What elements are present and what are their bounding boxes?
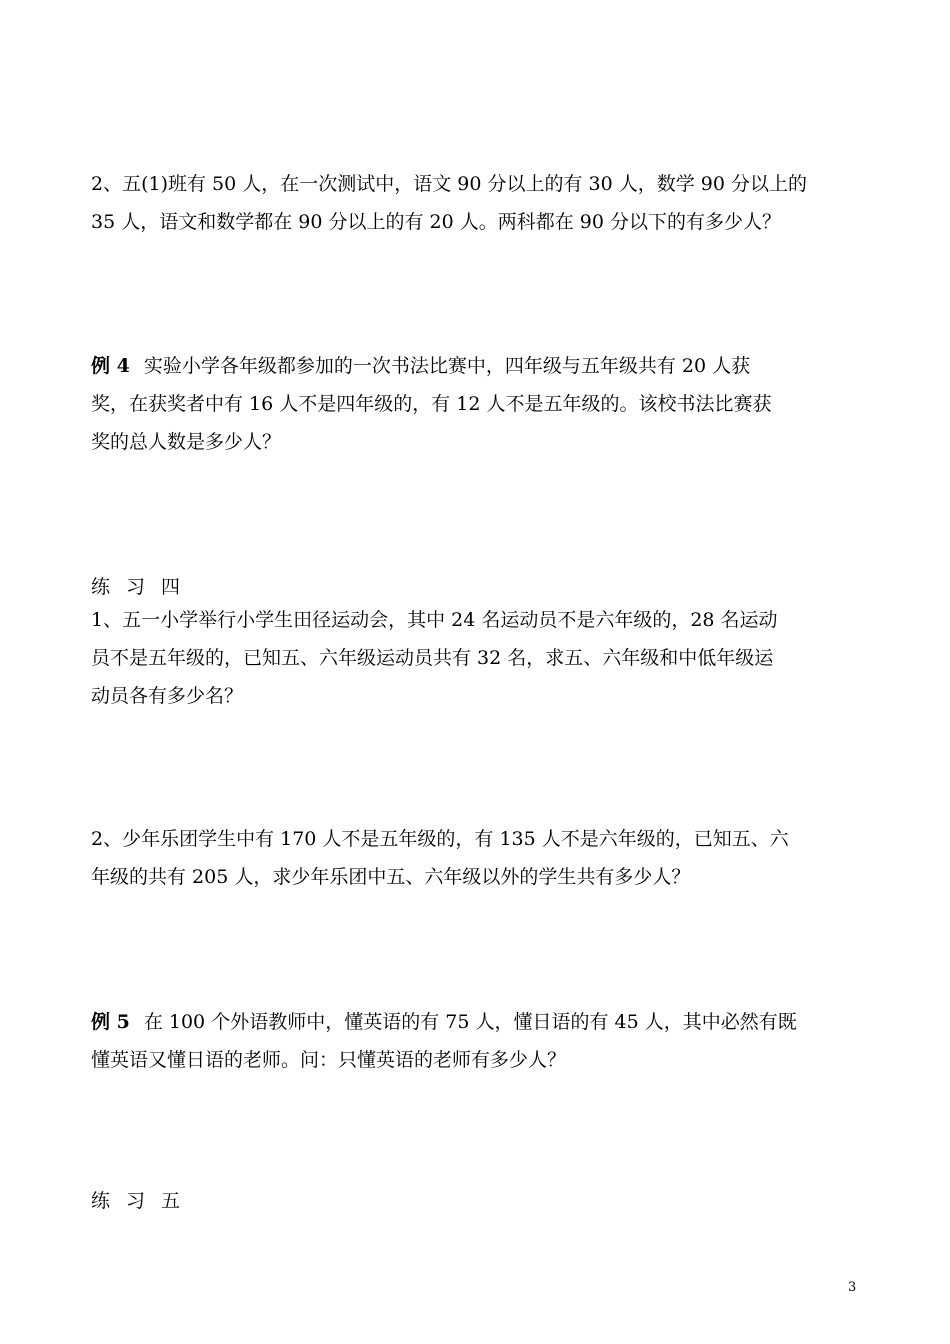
text-line: 1、五一小学举行小学生田径运动会，其中 24 名运动员不是六年级的，28 名运动 <box>91 609 778 631</box>
text-line-content: 在 100 个外语教师中，懂英语的有 75 人，懂日语的有 45 人，其中必然有既 <box>143 1011 797 1033</box>
practice4-item2 <box>91 820 866 896</box>
text-line: 年级的共有 205 人，求少年乐团中五、六年级以外的学生共有多少人？ <box>91 866 691 888</box>
text-line: 2、少年乐团学生中有 170 人不是五年级的，有 135 人不是六年级的，已知五、六 <box>91 828 789 850</box>
page-number: 3 <box>848 1280 857 1295</box>
practice4-heading: 练习四 <box>91 576 197 598</box>
practice4-item1 <box>91 601 866 715</box>
practice5-heading: 练习五 <box>91 1190 197 1212</box>
text-line <box>91 1003 866 1041</box>
text-line <box>91 347 866 385</box>
text-line: 动员各有多少名？ <box>91 685 244 707</box>
practice3-item2 <box>91 165 866 241</box>
text-line: 奖，在获奖者中有 16 人不是四年级的，有 12 人不是五年级的。该校书法比赛获 <box>91 393 772 415</box>
example-label: 例 4 <box>91 355 130 377</box>
text-line: 员不是五年级的，已知五、六年级运动员共有 32 名，求五、六年级和中低年级运 <box>91 647 774 669</box>
text-line-content: 实验小学各年级都参加的一次书法比赛中，四年级与五年级共有 20 人获 <box>143 355 751 377</box>
text-line: 懂英语又懂日语的老师。问：只懂英语的老师有多少人？ <box>91 1049 567 1071</box>
text-line: 奖的总人数是多少人？ <box>91 431 282 453</box>
example-label: 例 5 <box>91 1011 130 1033</box>
text-line: 35 人，语文和数学都在 90 分以上的有 20 人。两科都在 90 分以下的有多少人？ <box>91 211 781 233</box>
example-4 <box>91 347 866 461</box>
text-line: 2、五(1)班有 50 人，在一次测试中，语文 90 分以上的有 30 人，数学 90 分以上的 <box>91 173 808 195</box>
example-5 <box>91 1003 866 1079</box>
